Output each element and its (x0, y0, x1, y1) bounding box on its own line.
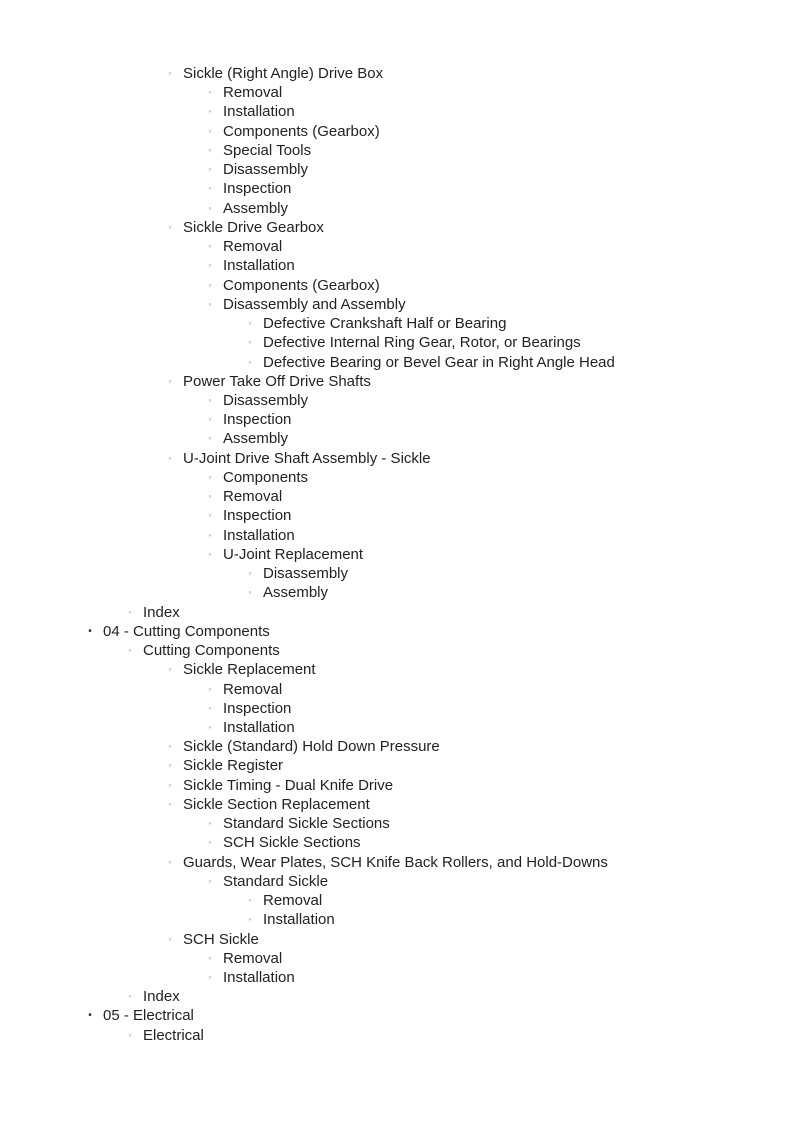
bullet-circle-icon: ◦ (208, 548, 212, 559)
toc-item-label: Removal (223, 238, 283, 256)
bullet-circle-icon: ◦ (168, 779, 172, 790)
bullet-circle-icon: ◦ (208, 106, 212, 117)
toc-item-label: Sickle Replacement (183, 661, 316, 679)
toc-item[interactable] (0, 891, 794, 910)
toc-item[interactable] (0, 949, 794, 968)
bullet-circle-icon: ◦ (208, 414, 212, 425)
bullet-circle-icon: ◦ (168, 933, 172, 944)
toc-item[interactable] (0, 487, 794, 506)
toc-item-label: Special Tools (223, 141, 312, 159)
bullet-circle-icon: ◦ (128, 991, 132, 1002)
toc-item-label: Removal (223, 84, 283, 102)
toc-item[interactable] (0, 449, 794, 468)
toc-item-label: Defective Crankshaft Half or Bearing (263, 315, 507, 333)
bullet-circle-icon: ◦ (208, 683, 212, 694)
toc-item-label: Standard Sickle Sections (223, 815, 390, 833)
toc-item[interactable] (0, 391, 794, 410)
bullet-circle-icon: ◦ (208, 952, 212, 963)
toc-item-label: Assembly (263, 584, 329, 602)
toc-item-label: Inspection (223, 507, 292, 525)
toc-item[interactable] (0, 776, 794, 795)
toc-item-label: Inspection (223, 180, 292, 198)
toc-item-label: Components (223, 468, 309, 486)
bullet-circle-icon: ◦ (168, 68, 172, 78)
toc-item[interactable] (0, 333, 794, 352)
toc-item[interactable] (0, 756, 794, 775)
toc-item[interactable] (0, 564, 794, 583)
toc-item-label: Removal (223, 680, 283, 698)
toc-item-label: Installation (223, 526, 295, 544)
toc-item[interactable] (0, 718, 794, 737)
toc-item-label: Disassembly (223, 391, 309, 409)
toc-item-label: Assembly (223, 199, 289, 217)
bullet-circle-icon: ◦ (208, 279, 212, 290)
toc-item-label: Removal (263, 892, 323, 910)
bullet-circle-icon: ◦ (208, 837, 212, 848)
toc-item[interactable] (0, 506, 794, 525)
bullet-circle-icon: ◦ (168, 856, 172, 867)
toc-item[interactable] (0, 795, 794, 814)
bullet-circle-icon: ◦ (248, 568, 252, 579)
toc-item[interactable] (0, 218, 794, 237)
toc-item[interactable] (0, 641, 794, 660)
bullet-circle-icon: ◦ (208, 702, 212, 713)
toc-item-label: Assembly (223, 430, 289, 448)
table-of-contents (0, 64, 794, 1045)
toc-item-label: Sickle (Right Angle) Drive Box (183, 65, 384, 82)
bullet-circle-icon: ◦ (168, 741, 172, 752)
toc-item-label: Sickle (Standard) Hold Down Pressure (183, 738, 440, 756)
toc-item[interactable] (0, 833, 794, 852)
bullet-circle-icon: ◦ (208, 972, 212, 983)
toc-item[interactable] (0, 1006, 794, 1025)
toc-item[interactable] (0, 122, 794, 141)
toc-item-label: Power Take Off Drive Shafts (183, 372, 371, 390)
toc-item[interactable] (0, 545, 794, 564)
toc-item-label: Sickle Register (183, 757, 284, 775)
bullet-circle-icon: ◦ (208, 529, 212, 540)
toc-item[interactable] (0, 83, 794, 102)
bullet-circle-icon: ◦ (208, 125, 212, 136)
toc-item[interactable] (0, 160, 794, 179)
bullet-circle-icon: ◦ (248, 914, 252, 925)
toc-item-label: Sickle Drive Gearbox (183, 218, 324, 236)
toc-item-label: Installation (223, 969, 295, 987)
toc-item-label: Inspection (223, 699, 292, 717)
bullet-circle-icon: ◦ (208, 87, 212, 98)
toc-item-label: Installation (223, 257, 295, 275)
toc-item-label: SCH Sickle Sections (223, 834, 361, 852)
toc-item[interactable] (0, 968, 794, 987)
bullet-circle-icon: ◦ (208, 491, 212, 502)
bullet-circle-icon: ◦ (128, 645, 132, 656)
toc-item[interactable] (0, 64, 794, 83)
toc-item-label: Removal (223, 949, 283, 967)
bullet-circle-icon: ◦ (208, 144, 212, 155)
toc-item[interactable] (0, 410, 794, 429)
toc-item-label: 05 - Electrical (103, 1007, 194, 1025)
toc-item[interactable] (0, 372, 794, 391)
bullet-circle-icon: ◦ (248, 356, 252, 367)
toc-item[interactable] (0, 353, 794, 372)
bullet-circle-icon: ◦ (168, 760, 172, 771)
toc-item-label: U-Joint Replacement (223, 545, 364, 563)
toc-item[interactable] (0, 526, 794, 545)
bullet-circle-icon: ◦ (168, 375, 172, 386)
bullet-circle-icon: ◦ (208, 875, 212, 886)
bullet-circle-icon: ◦ (208, 298, 212, 309)
toc-item-label: Sickle Timing - Dual Knife Drive (183, 776, 394, 794)
bullet-disc-icon: • (88, 625, 92, 637)
bullet-circle-icon: ◦ (208, 183, 212, 194)
toc-item[interactable] (0, 141, 794, 160)
toc-item-label: Index (143, 603, 180, 621)
bullet-circle-icon: ◦ (248, 895, 252, 906)
toc-item[interactable] (0, 603, 794, 622)
toc-item-label: Guards, Wear Plates, SCH Knife Back Rollers, and Hold-Downs (183, 853, 608, 871)
bullet-circle-icon: ◦ (248, 587, 252, 598)
toc-item[interactable] (0, 429, 794, 448)
toc-item-label: Cutting Components (143, 642, 280, 660)
toc-item[interactable] (0, 622, 794, 641)
bullet-circle-icon: ◦ (208, 164, 212, 175)
toc-item[interactable] (0, 737, 794, 756)
toc-item-label: Disassembly (263, 565, 349, 583)
toc-item[interactable] (0, 199, 794, 218)
toc-item[interactable] (0, 910, 794, 929)
toc-item[interactable] (0, 468, 794, 487)
bullet-circle-icon: ◦ (208, 260, 212, 271)
toc-item[interactable] (0, 256, 794, 275)
bullet-circle-icon: ◦ (168, 798, 172, 809)
bullet-circle-icon: ◦ (208, 818, 212, 829)
bullet-circle-icon: ◦ (168, 664, 172, 675)
bullet-circle-icon: ◦ (208, 721, 212, 732)
toc-item-label: Index (143, 988, 180, 1006)
toc-item-label: Installation (263, 911, 335, 929)
bullet-circle-icon: ◦ (168, 221, 172, 232)
toc-item-label: U-Joint Drive Shaft Assembly - Sickle (183, 449, 431, 467)
bullet-circle-icon: ◦ (128, 606, 132, 617)
toc-item-label: Installation (223, 103, 295, 121)
toc-item-label: Disassembly (223, 161, 309, 179)
toc-item-label: Installation (223, 718, 295, 736)
toc-item[interactable] (0, 930, 794, 949)
toc-item-label: Defective Internal Ring Gear, Rotor, or Bearings (263, 334, 581, 352)
toc-item[interactable] (0, 583, 794, 602)
bullet-disc-icon: • (88, 1010, 92, 1022)
toc-item[interactable] (0, 237, 794, 256)
toc-item-label: Standard Sickle (223, 872, 329, 890)
toc-item[interactable] (0, 680, 794, 699)
toc-item[interactable] (0, 102, 794, 121)
toc-item-label: Components (Gearbox) (223, 122, 380, 140)
toc-item[interactable] (0, 660, 794, 679)
toc-item-label: Electrical (143, 1026, 204, 1044)
bullet-circle-icon: ◦ (208, 433, 212, 444)
bullet-circle-icon: ◦ (168, 452, 172, 463)
toc-item-label: Removal (223, 488, 283, 506)
toc-item-label: Defective Bearing or Bevel Gear in Right Angle Head (263, 353, 615, 371)
toc-item[interactable] (0, 699, 794, 718)
toc-item-label: Inspection (223, 411, 292, 429)
bullet-circle-icon: ◦ (248, 318, 252, 329)
toc-item[interactable] (0, 276, 794, 295)
bullet-circle-icon: ◦ (208, 510, 212, 521)
toc-item[interactable] (0, 814, 794, 833)
bullet-circle-icon: ◦ (248, 337, 252, 348)
bullet-circle-icon: ◦ (208, 202, 212, 213)
toc-item-label: 04 - Cutting Components (103, 622, 270, 640)
bullet-circle-icon: ◦ (128, 1029, 132, 1040)
toc-item[interactable] (0, 1026, 794, 1045)
toc-item[interactable] (0, 987, 794, 1006)
toc-item[interactable] (0, 853, 794, 872)
toc-item-label: SCH Sickle (183, 930, 259, 948)
bullet-circle-icon: ◦ (208, 471, 212, 482)
toc-item-label: Sickle Section Replacement (183, 795, 370, 813)
bullet-circle-icon: ◦ (208, 394, 212, 405)
toc-item[interactable] (0, 872, 794, 891)
toc-item[interactable] (0, 295, 794, 314)
bullet-circle-icon: ◦ (208, 241, 212, 252)
toc-item-label: Disassembly and Assembly (223, 295, 406, 313)
toc-item-label: Components (Gearbox) (223, 276, 380, 294)
toc-item[interactable] (0, 314, 794, 333)
toc-item[interactable] (0, 179, 794, 198)
